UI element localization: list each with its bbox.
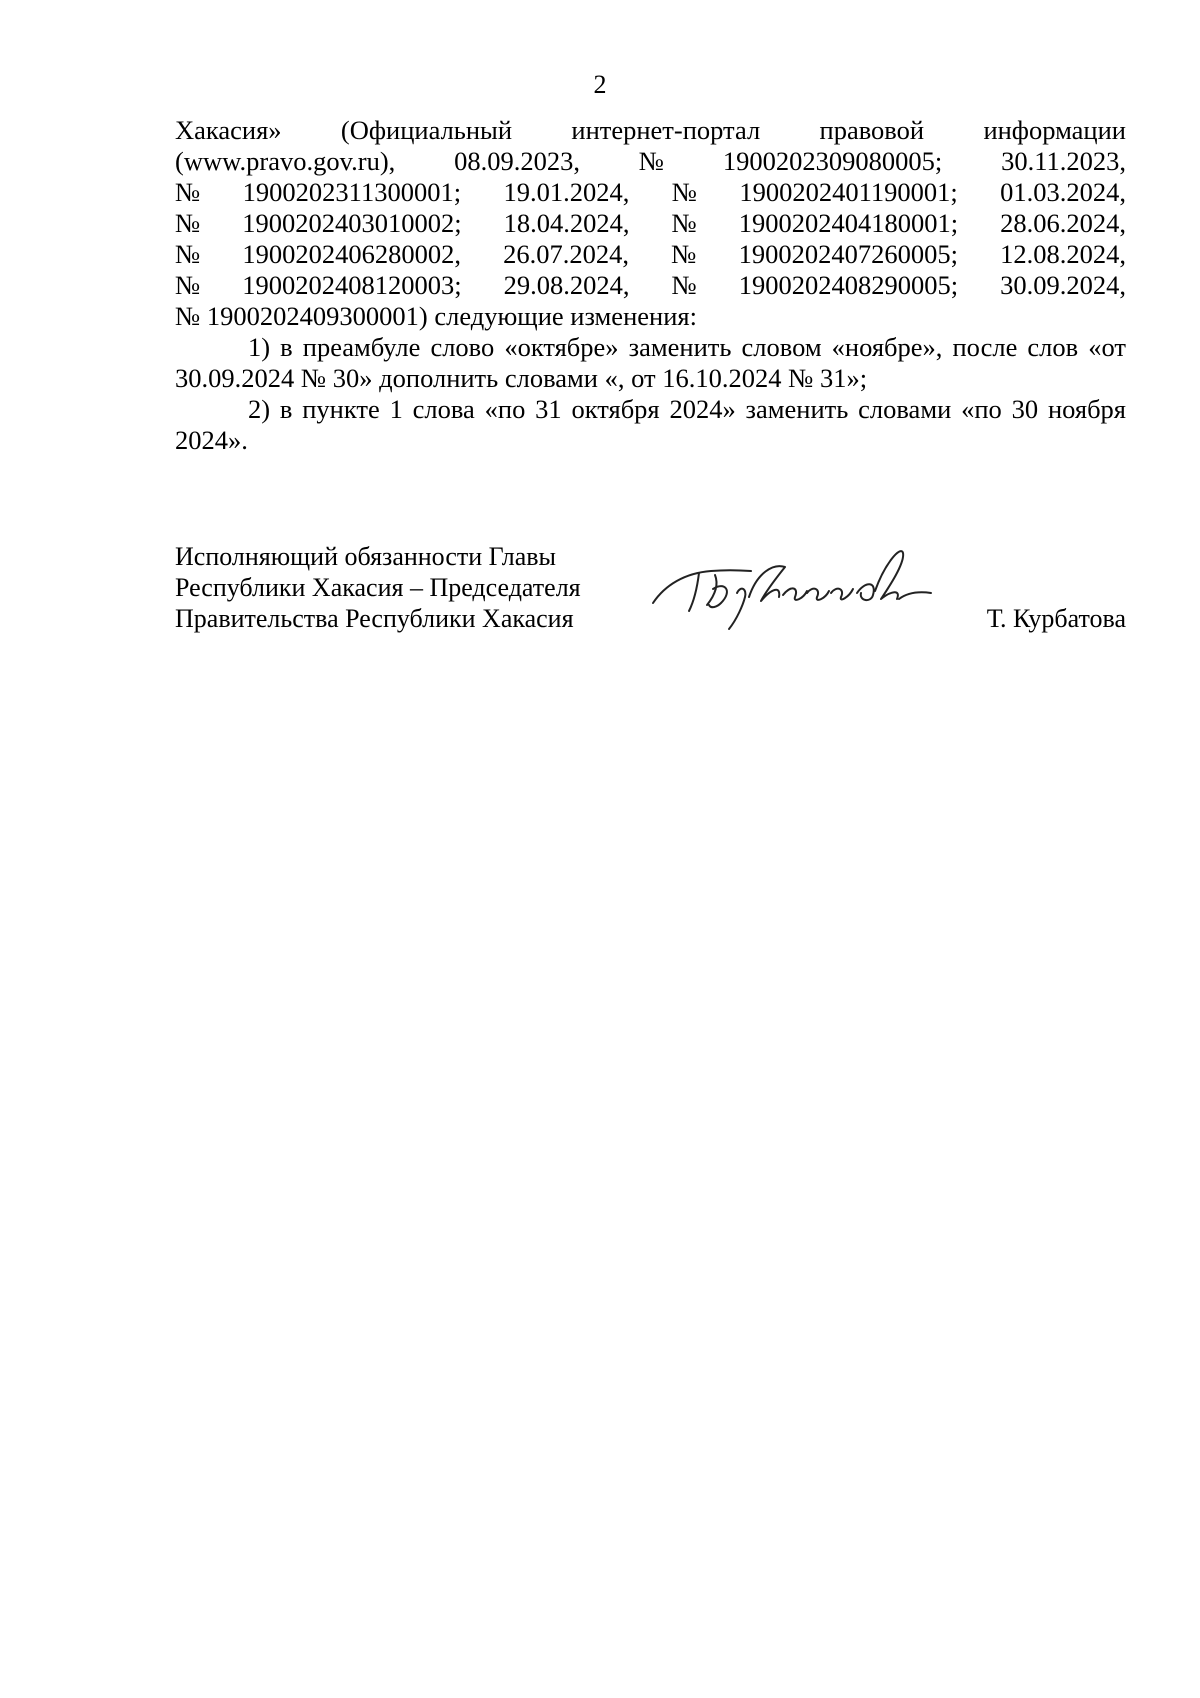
word: 1900202406280002, [242,239,462,269]
word: 28.06.2024, [1000,208,1126,238]
word: 1900202407260005; [738,239,958,269]
position-line: Правительства Республики Хакасия [175,604,574,633]
page-number: 2 [593,70,607,99]
word: информации [983,115,1126,145]
position-line: Республики Хакасия – Председателя [175,573,581,602]
word: 1900202404180001; [738,208,959,238]
word: 1900202401190001; [739,177,958,207]
amendment-1: 1) в преамбуле слово «октябре» заменить словом «ноябре», после слов «от 30.09.2024 № 30» дополнить словами «, от 16.10.2024 № 31»; [175,332,1126,393]
signature-block [175,541,1126,641]
signatory-position [175,541,581,634]
word: № [175,270,201,300]
text-line [175,177,1126,208]
word: № [638,146,665,176]
amendment-2: 2) в пункте 1 слова «по 31 октября 2024» заменить словами «по 30 ноября 2024». [175,394,1126,455]
word: Хакасия» [175,115,282,145]
word: 08.09.2023, [454,146,580,176]
word: правовой [819,115,925,145]
text-line: № 1900202409300001) следующие изменения: [175,301,697,331]
word: 12.08.2024, [1000,239,1126,269]
word: № [175,208,201,238]
word: № [671,177,697,207]
text-line [175,239,1126,270]
word: 1900202408290005; [738,270,959,300]
word: (www.pravo.gov.ru), [175,146,396,176]
signer-name: Т. Курбатова [986,604,1126,633]
word: № [175,239,201,269]
word: интернет-портал [571,115,761,145]
text-line [175,208,1126,239]
word: № [671,208,697,238]
document-body [175,115,1126,456]
word: 29.08.2024, [503,270,630,300]
word: 1900202311300001; [242,177,462,207]
word: 1900202309080005; [722,146,943,176]
text-line [175,270,1126,301]
position-line: Исполняющий обязанности Главы [175,542,556,571]
word: 18.04.2024, [503,208,630,238]
word: № [671,239,697,269]
word: № [175,177,201,207]
word: 30.09.2024, [1000,270,1126,300]
text-line [175,115,1126,146]
word: 30.11.2023, [1001,146,1126,176]
word: 01.03.2024, [1000,177,1126,207]
text-line [175,146,1126,177]
word: (Официальный [340,115,513,145]
word: 1900202403010002; [242,208,462,238]
word: № [671,270,697,300]
word: 1900202408120003; [242,270,462,300]
handwritten-signature-icon [645,533,945,633]
word: 19.01.2024, [503,177,630,207]
word: 26.07.2024, [503,239,630,269]
